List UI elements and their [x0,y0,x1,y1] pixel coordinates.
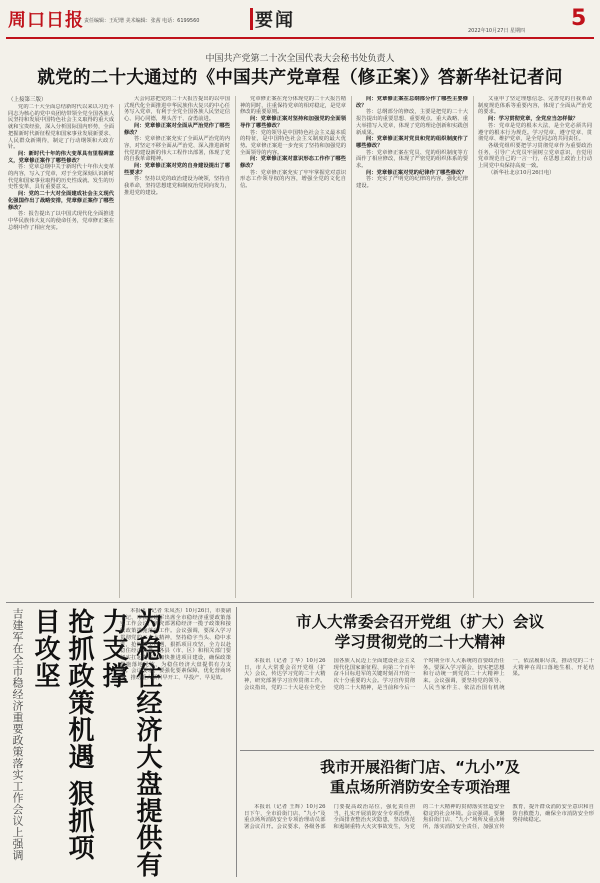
lead-headline: 就党的二十大通过的《中国共产党章程（修正案）》答新华社记者问 [37,68,563,88]
question: 问：学习贯彻党章，全党应当怎样做？ [488,116,579,123]
question: 问：党章修正案对坚持和加强党的全面领导作了哪些修改？ [240,116,346,129]
paragraph: 答：充实了严明党的纪律的内容，强化纪律建设。 [356,176,468,190]
lead-column-1 [8,104,114,598]
lead-column-3 [240,96,346,598]
article-two-headline-line-1: 市人大常委会召开党组（扩大）会议 [295,613,544,631]
column-divider [119,104,120,598]
paragraph: 党章修正案在充分体现党的二十大报告精神的同时，注重保持党章的相对稳定，是党章修改的重要原则。 [240,96,346,116]
paragraph: 各级党组织要把学习贯彻党章作为重要政治任务，引导广大党员牢固树立党章意识，自觉用党章规范自己的一言一行，在思想上政治上行动上同党中央保持高度一致。 [478,142,592,170]
article-three-headline-line-2: 重点场所消防安全专项治理 [329,778,510,796]
article-three-body [244,804,594,878]
article-three-headline-line-1: 我市开展沿街门店、“九小”及 [320,758,520,776]
paragraph: 又重申了坚定理想信念、完善党的自我革命制度规范体系等重要内容，体现了全面从严治党的要求。 [478,96,592,116]
paragraph: 答：坚持以党的政治建设为统领，坚持自我革命，坚持思想建党和制度治党同向发力，推进党的建设。 [124,176,230,196]
question: 问：党章修正案对意识形态工作作了哪些修改？ [240,156,346,170]
question: 问：新时代十年的伟大变革具有里程碑意义，党章修正案作了哪些修改？ [8,150,114,164]
paragraph: 答：总纲部分的修改，主要是把党的二十大报告提出的重要思想、重要观点、重大战略、重大举措写入党章，体现了党的理论创新和实践创新成果。 [356,109,468,136]
question: 问：党章修正案对全面从严治党作了哪些修改？ [124,122,230,136]
question: 问：党章修正案在总纲部分作了哪些主要修改？ [356,96,468,109]
paragraph: 答：党章总纲中关于新时代十年伟大变革的内容，写入了党章，对于全党深刻认识新时代党和国家事业取得的历史性成就、发生的历史性变革，具有重要意义。 [8,164,114,191]
lead-dateline: （上接第三版） [8,97,47,103]
section-marker [250,8,253,30]
side-story-kicker: 吉建军在全市稳经济重要政策落实工作会议上强调 [11,608,24,861]
section-divider [6,602,594,603]
question: 问：党章修正案对党的纪律作了哪些修改？ [366,169,467,176]
paragraph: 答：报告提出了以中国式现代化全面推进中华民族伟大复兴的使命任务，党章修正案在总纲中作了相应充实。 [8,211,114,231]
paragraph: 答：党章修正案充实了牢牢掌握党对意识形态工作领导权的内容，增强全党的文化自信。 [240,169,346,190]
page-number: 5 [571,6,587,31]
paragraph: 答：党的领导是中国特色社会主义最本质的特征，是中国特色社会主义制度的最大优势。党章修正案进一步充实了坚持和加强党的全面领导的内容。 [240,129,346,156]
paragraph: 本报讯（记者 朱凤杰）10月26日，市委副书记、市长吉建军出席全市稳经济重要政策落实工作会议，研究部署稳经济一揽子政策和接续政策措施落实工作。会议强调，要深入学习贯彻党的二十大精神，坚持稳字当头、稳中求进，抢抓政策机遇，狠抓项目攻坚，全力以赴稳住经济大盘。各县（市、区）和相关部门要切实扛起责任，加快推进项目建设，确保政策措施落地见效，为稳住经济大盘提供有力支撑。会议要求，要强化要素保障，优化营商环境，推动重大项目早开工、早投产、早见效。 [120,608,231,682]
article-two-headline-line-2: 学习贯彻党的二十大精神 [334,633,506,651]
paragraph: 本报讯（记者 丁华）10月26日，市人大常委会召开党组（扩大）会议，传达学习党的二十大精神，研究部署学习宣传贯彻工作。会议指出，党的二十大是在全党全国各族人民迈上全面建设社会主义现代化国家新征程、向第二个百年奋斗目标进军的关键时刻召开的一次十分重要的大会。学习宣传贯彻党的二十大精神，是当前和今后一个时期全市人大系统的首要政治任务。要深入学习领会，切实把思想和行动统一到党的二十大精神上来。会议强调，要坚持党的领导、人民当家作主、依法治国有机统一，依法履职尽责，推动党的二十大精神在周口落地生根、开花结果。 [244,658,594,691]
question: 问：党章修正案对党员和党的组织制度作了哪些修改？ [356,136,468,149]
masthead-rule [6,37,594,39]
column-divider [236,607,237,877]
issue-date: 2022年10月27日 星期四 [468,28,526,34]
section-title: 要闻 [255,10,295,31]
column-divider [473,96,474,598]
newspaper-logo: 周口日报 [8,10,84,31]
paragraph: 答：党章是党的根本大法，是全党必须共同遵守的根本行为规范。学习党章、遵守党章、贯彻党章、维护党章，是全党同志的共同责任。 [478,122,592,143]
article-two-body [244,658,594,746]
question: 问：党的二十大对全面建成社会主义现代化强国作出了战略安排，党章修正案作了哪些修改？ [8,191,114,211]
question: 问：党章修正案对党的自身建设提出了哪些要求？ [124,163,230,176]
lead-subhead: 中国共产党第二十次全国代表大会秘书处负责人 [205,54,395,64]
lead-column-5 [478,96,592,598]
paragraph: 答：党章修正案充实了全面从严治党的内容，对坚定不移全面从严治党、深入推进新时代党的建设新的伟大工程作出部署，体现了党的自我革命精神。 [124,136,230,163]
paragraph: （新华社北京10月26日电） [488,169,555,176]
column-divider [235,96,236,598]
paragraph: 大会同意把党的二十大报告提出的以中国式现代化全面推进中华民族伟大复兴的中心任务写入党章，有利于全党全国各族人民坚定信心、同心同德，埋头苦干、奋勇前进。 [124,96,230,123]
editor-credits: 责任编辑：王纪增 美术编辑：张茜 电话：6199560 [84,18,200,24]
side-headline-line-1: 为稳住经济大盘提供有力支撑 [98,608,162,878]
paragraph: 答：党章修正案在党员、党的组织制度等方面作了相应修改，体现了严密党的组织体系的要求。 [356,149,468,170]
paragraph: 党的二十大全面总结新时代以来以习近平同志为核心的党中央团结带领全党全国各族人民坚持和发展中国特色社会主义取得的重大成就和宝贵经验，深入分析国际国内形势，全面把握新时代新征程党和国家事业发展新要求、人民群众新期待，制定了行动纲领和大政方针。 [8,104,114,151]
column-divider [351,96,352,598]
side-story-body [120,608,231,878]
lead-column-4 [356,96,468,598]
article-two-headline [240,612,600,652]
lead-column-2 [124,96,230,598]
paragraph: 本报讯（记者 王辉）10月26日下午，全市沿街门店、“九小”及重点场所消防安全专项治理动员部署会议召开。会议要求，各级各部门要提高政治站位，强化责任担当，扎实开展消防安全专项治理，全面排查整治火灾隐患，坚决防范和遏制重特大火灾事故发生，为党的二十大精神的贯彻落实营造安全稳定的社会环境。会议强调，要聚焦沿街门店、“九小”场所及重点场所，落实消防安全责任，加强宣传教育，提升群众消防安全意识和自防自救能力，确保全市消防安全形势持续稳定。 [244,804,594,831]
article-three-headline [240,757,600,797]
article-divider [240,750,594,751]
side-headline-line-2: 抢抓政策机遇 狠抓项目攻坚 [30,608,94,862]
